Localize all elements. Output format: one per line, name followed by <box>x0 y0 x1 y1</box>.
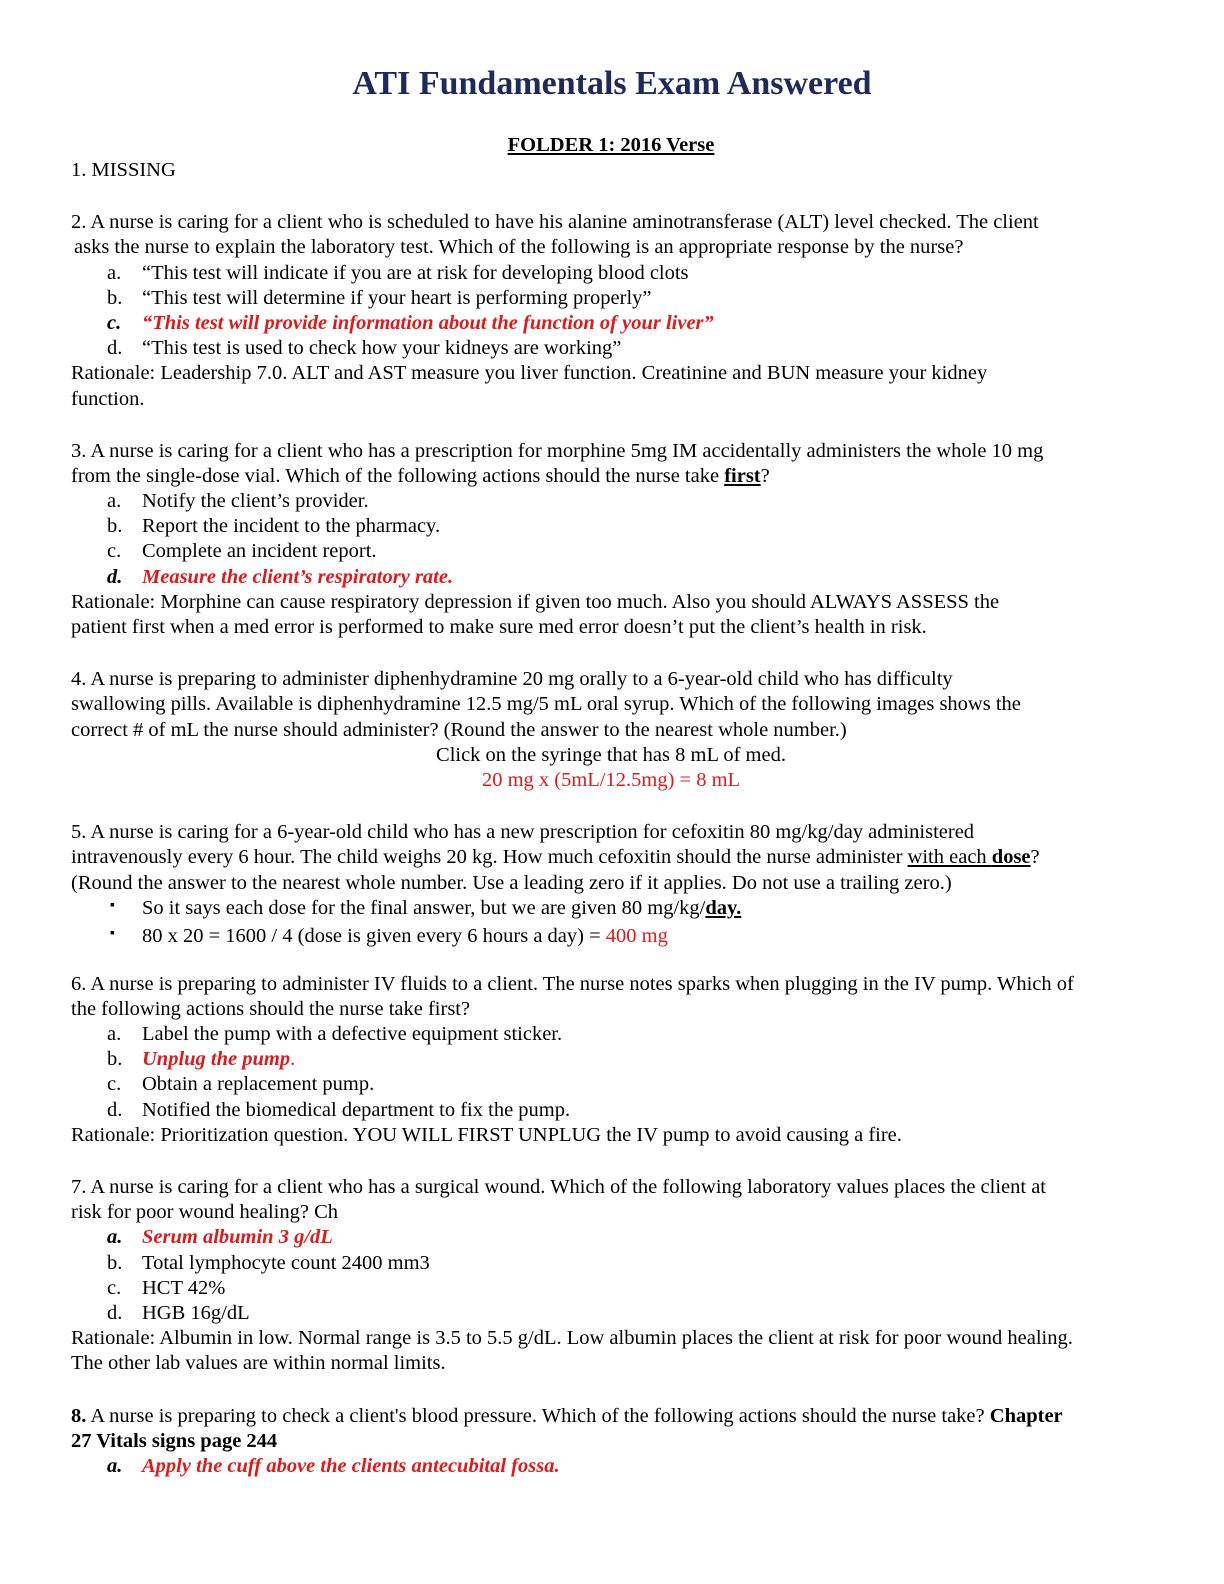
option-c-correct: c. “This test will provide information about the function of your liver” <box>107 311 714 334</box>
question-text: swallowing pills. Available is diphenhydramine 12.5 mg/5 mL oral syrup. Which of the following images shows the <box>71 693 1021 716</box>
option-b-correct: b. Unplug the pump. <box>107 1048 296 1071</box>
question-text: 3. A nurse is caring for a client who has a prescription for morphine 5mg IM accidentally administers the whole 10 mg <box>71 439 1044 462</box>
rationale: Rationale: Leadership 7.0. ALT and AST measure you liver function. Creatinine and BUN measure your kidney <box>71 362 988 385</box>
rationale: Rationale: Albumin in low. Normal range is 3.5 to 5.5 g/dL. Low albumin places the client at risk for poor wound healing. <box>71 1327 1073 1350</box>
option-b: b. Report the incident to the pharmacy. <box>107 515 441 538</box>
question-text: correct # of mL the nurse should administer? (Round the answer to the nearest whole number.) <box>71 718 847 741</box>
question-text: 8. A nurse is preparing to check a client's blood pressure. Which of the following actions should the nurse take? Chapter <box>71 1404 1063 1427</box>
option-a: a. Notify the client’s provider. <box>107 490 369 513</box>
bullet-calculation: ▪ 80 x 20 = 1600 / 4 (dose is given every 6 hours a day) = 400 mg <box>71 924 1151 952</box>
bullet-icon: ▪ <box>110 897 115 913</box>
rationale: Rationale: Prioritization question. YOU WILL FIRST UNPLUG the IV pump to avoid causing a fire. <box>71 1123 902 1146</box>
question-text: asks the nurse to explain the laboratory test. Which of the following is an appropriate response by the nurse? <box>74 236 964 259</box>
question-6 <box>71 972 1151 1148</box>
option-a: a. Label the pump with a defective equipment sticker. <box>107 1023 563 1046</box>
question-text: intravenously every 6 hour. The child weighs 20 kg. How much cefoxitin should the nurse administer with each dose? <box>71 846 1040 869</box>
question-text: 7. A nurse is caring for a client who has a surgical wound. Which of the following laboratory values places the client at <box>71 1176 1047 1198</box>
emphasis-first: first <box>724 464 761 487</box>
rationale: Rationale: Morphine can cause respiratory depression if given too much. Also you should ALWAYS ASSESS the <box>71 590 1000 613</box>
question-text: 4. A nurse is preparing to administer diphenhydramine 20 mg orally to a 6-year-old child who has difficulty <box>71 668 953 691</box>
option-c: c. HCT 42% <box>107 1276 226 1299</box>
document-title: ATI Fundamentals Exam Answered <box>352 65 872 102</box>
option-a-correct: a. Apply the cuff above the clients antecubital fossa. <box>107 1454 560 1477</box>
question-2 <box>71 210 1151 412</box>
answer-calculation: 20 mg x (5mL/12.5mg) = 8 mL <box>481 768 741 791</box>
question-text: (Round the answer to the nearest whole number. Use a leading zero if it applies. Do not use a trailing zero.) <box>71 871 952 894</box>
question-3 <box>71 439 1151 641</box>
question-8 <box>71 1404 1151 1480</box>
option-c: c. Complete an incident report. <box>107 540 377 563</box>
question-text: the following actions should the nurse take first? <box>71 997 471 1020</box>
question-1: 1. MISSING <box>71 159 176 181</box>
folder-heading: FOLDER 1: 2016 Verse <box>507 134 715 156</box>
option-b: b. “This test will determine if your heart is performing properly” <box>107 286 652 309</box>
option-d-correct: d. Measure the client’s respiratory rate. <box>107 565 454 588</box>
rationale: patient first when a med error is performed to make sure med error doesn’t put the client’s health in risk. <box>71 616 927 638</box>
bullet-icon: ▪ <box>110 925 115 941</box>
answer-value: 400 mg <box>605 924 668 947</box>
option-a: a. “This test will indicate if you are at risk for developing blood clots <box>107 261 689 284</box>
option-d: d. HGB 16g/dL <box>107 1301 250 1324</box>
option-d: d. Notified the biomedical department to fix the pump. <box>107 1098 571 1121</box>
option-a-correct: a. Serum albumin 3 g/dL <box>107 1226 333 1249</box>
option-c: c. Obtain a replacement pump. <box>107 1073 375 1096</box>
question-text: 5. A nurse is caring for a 6-year-old child who has a new prescription for cefoxitin 80 mg/kg/day administered <box>71 821 975 844</box>
question-text: 27 Vitals signs page 244 <box>71 1429 278 1452</box>
document-body <box>71 133 1151 1479</box>
question-5 <box>71 820 1151 952</box>
answer-note: Click on the syringe that has 8 mL of med. <box>436 743 786 766</box>
question-7 <box>71 1175 1151 1377</box>
rationale: function. <box>71 387 145 410</box>
bullet-note: ▪ So it says each dose for the final answer, but we are given 80 mg/kg/day. <box>71 896 1151 924</box>
option-d: d. “This test is used to check how your kidneys are working” <box>107 337 622 360</box>
question-text: 6. A nurse is preparing to administer IV fluids to a client. The nurse notes sparks when plugging in the IV pump. Which of <box>71 972 1074 995</box>
option-b: b. Total lymphocyte count 2400 mm3 <box>107 1251 430 1274</box>
question-text: risk for poor wound healing? Ch <box>71 1201 339 1224</box>
rationale: The other lab values are within normal limits. <box>71 1352 446 1375</box>
question-4 <box>71 667 1151 793</box>
question-text: 2. A nurse is caring for a client who is scheduled to have his alanine aminotransferase (ALT) level checked. The client <box>71 211 1039 234</box>
question-text: from the single-dose vial. Which of the following actions should the nurse take first? <box>71 464 770 487</box>
